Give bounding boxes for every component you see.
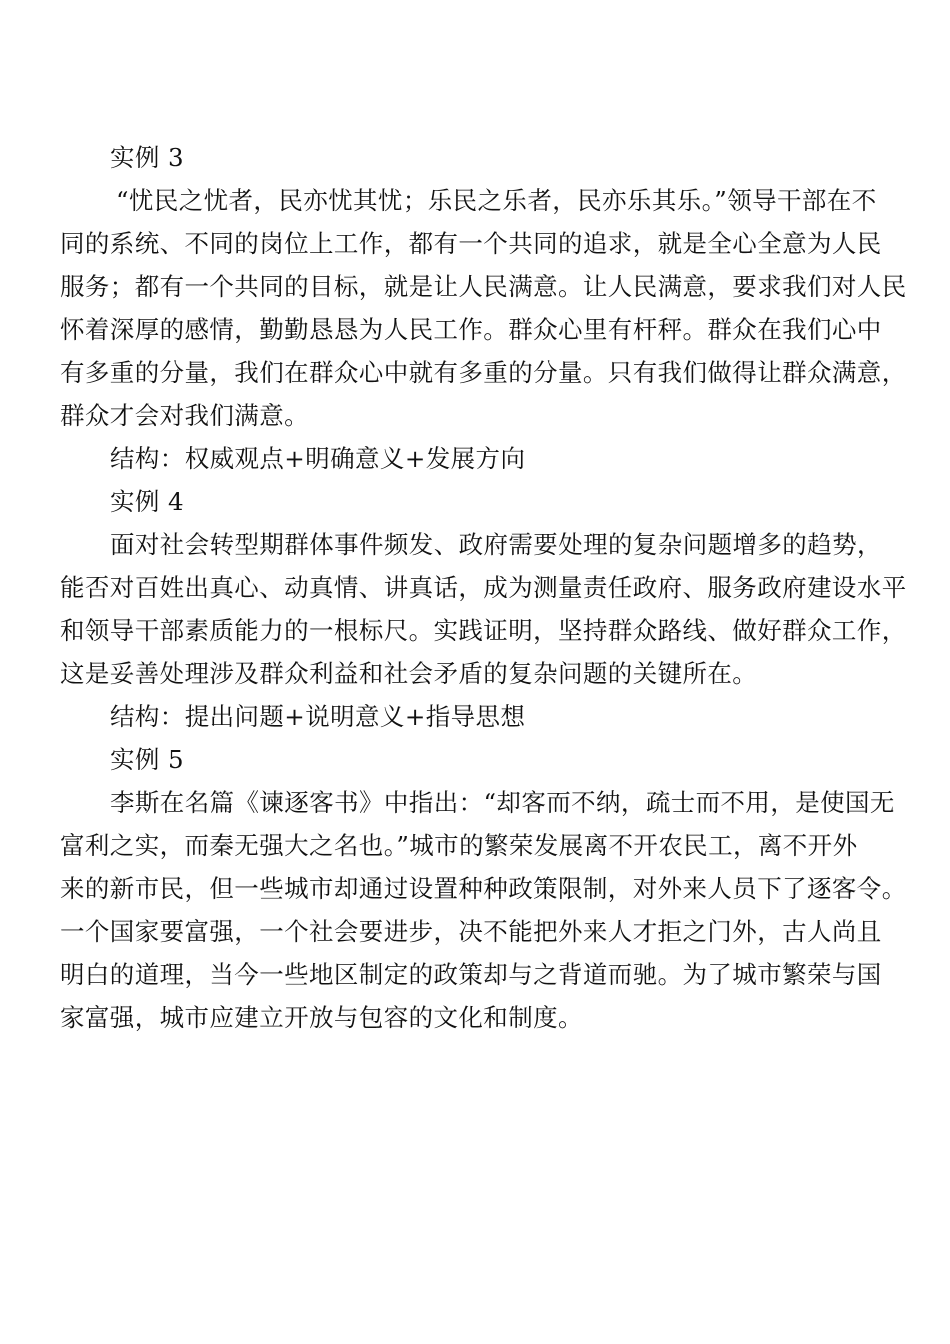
- paragraph-line: 家富强，城市应建立开放与包容的文化和制度。: [60, 1003, 583, 1032]
- paragraph-line: 来的新市民，但一些城市却通过设置种种政策限制，对外来人员下了逐客令。: [60, 874, 907, 903]
- paragraph-line: “忧民之忧者，民亦忧其忧；乐民之乐者，民亦乐其乐。”领导干部在不: [116, 186, 877, 215]
- example-3-paragraph: [60, 179, 910, 437]
- example-4-heading: 实例 4: [110, 487, 184, 516]
- paragraph-line: 一个国家要富强，一个社会要进步，决不能把外来人才拒之门外，古人尚且: [60, 917, 882, 946]
- document-page: [60, 136, 910, 1039]
- paragraph-line: 群众才会对我们满意。: [60, 401, 309, 430]
- example-5-paragraph: [60, 781, 910, 1039]
- paragraph-line: 李斯在名篇《谏逐客书》中指出：“却客而不纳，疏士而不用，是使国无: [110, 788, 895, 817]
- example-3-heading: 实例 3: [110, 143, 184, 172]
- example-4-paragraph: [60, 523, 910, 695]
- paragraph-line: 怀着深厚的感情，勤勤恳恳为人民工作。群众心里有杆秤。群众在我们心中: [60, 315, 882, 344]
- example-3-structure: 结构：权威观点+明确意义+发展方向: [110, 444, 526, 473]
- paragraph-line: 有多重的分量，我们在群众心中就有多重的分量。只有我们做得让群众满意，: [60, 358, 907, 387]
- paragraph-line: 这是妥善处理涉及群众利益和社会矛盾的复杂问题的关键所在。: [60, 659, 758, 688]
- example-5-heading: 实例 5: [110, 745, 184, 774]
- paragraph-line: 面对社会转型期群体事件频发、政府需要处理的复杂问题增多的趋势，: [110, 530, 882, 559]
- paragraph-line: 富利之实，而秦无强大之名也。”城市的繁荣发展离不开农民工，离不开外: [60, 831, 858, 860]
- paragraph-line: 明白的道理，当今一些地区制定的政策却与之背道而驰。为了城市繁荣与国: [60, 960, 882, 989]
- paragraph-line: 能否对百姓出真心、动真情、讲真话，成为测量责任政府、服务政府建设水平: [60, 573, 907, 602]
- paragraph-line: 和领导干部素质能力的一根标尺。实践证明，坚持群众路线、做好群众工作，: [60, 616, 907, 645]
- example-4-structure: 结构：提出问题+说明意义+指导思想: [110, 702, 526, 731]
- paragraph-line: 同的系统、不同的岗位上工作，都有一个共同的追求，就是全心全意为人民: [60, 229, 882, 258]
- paragraph-line: 服务；都有一个共同的目标，就是让人民满意。让人民满意，要求我们对人民: [60, 272, 907, 301]
